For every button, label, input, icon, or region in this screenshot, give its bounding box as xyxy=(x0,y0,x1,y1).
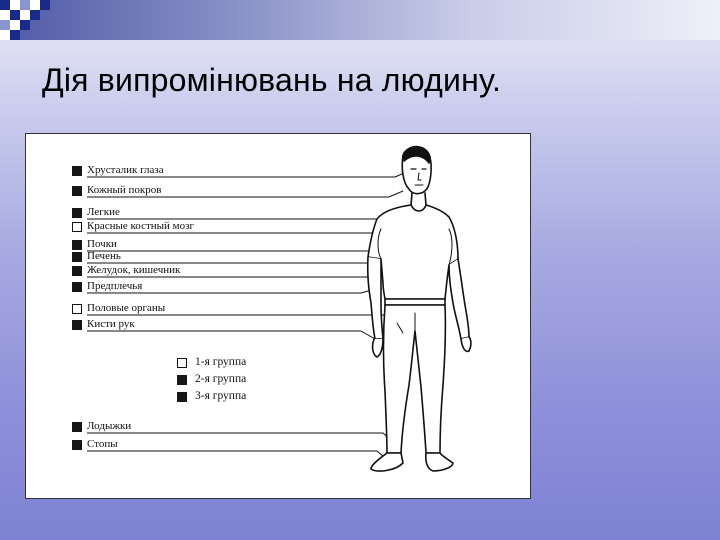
organ-label: Красные костный мозг xyxy=(87,220,194,232)
legend-marker xyxy=(177,358,187,368)
organ-label: Кожный покров xyxy=(87,184,162,196)
decorative-square xyxy=(20,10,30,20)
organ-label: Лодыжки xyxy=(87,420,132,432)
legend-label: 3-я группа xyxy=(195,390,247,402)
organ-marker xyxy=(72,304,82,314)
organ-label: Предплечья xyxy=(87,280,143,292)
decorative-square xyxy=(30,10,40,20)
slide-title: Дія випромінювань на людину. xyxy=(42,62,502,98)
organ-marker xyxy=(72,422,82,432)
organ-label: Легкие xyxy=(87,206,120,218)
decorative-square xyxy=(40,0,50,10)
organ-marker xyxy=(72,208,82,218)
organ-label: Желудок, кишечник xyxy=(87,264,181,276)
organ-marker xyxy=(72,166,82,176)
decorative-square xyxy=(20,0,30,10)
decorative-square xyxy=(0,20,10,30)
decorative-square xyxy=(10,30,20,40)
organ-label: Печень xyxy=(87,250,121,262)
legend-label: 1-я группа xyxy=(195,356,247,368)
organ-marker xyxy=(72,320,82,330)
organ-marker xyxy=(72,186,82,196)
decorative-square xyxy=(0,0,10,10)
organ-label: Кисти рук xyxy=(87,318,135,330)
organ-marker xyxy=(72,240,82,250)
legend-label: 2-я группа xyxy=(195,373,247,385)
decorative-square xyxy=(10,0,20,10)
legend-marker xyxy=(177,392,187,402)
organ-marker xyxy=(72,440,82,450)
organ-label: Почки xyxy=(87,238,117,250)
decorative-square xyxy=(10,10,20,20)
organ-marker xyxy=(72,252,82,262)
decorative-square xyxy=(20,20,30,30)
organ-marker xyxy=(72,282,82,292)
decorative-square xyxy=(10,20,20,30)
organ-label: Хрусталик глаза xyxy=(87,164,164,176)
legend-marker xyxy=(177,375,187,385)
radiation-body-diagram xyxy=(25,133,531,499)
slide-header-band xyxy=(0,0,720,40)
decorative-square xyxy=(0,10,10,20)
organ-label: Стопы xyxy=(87,438,118,450)
organ-label: Половые органы xyxy=(87,302,166,314)
decorative-square xyxy=(0,30,10,40)
organ-marker xyxy=(72,222,82,232)
organ-marker xyxy=(72,266,82,276)
decorative-square xyxy=(30,0,40,10)
